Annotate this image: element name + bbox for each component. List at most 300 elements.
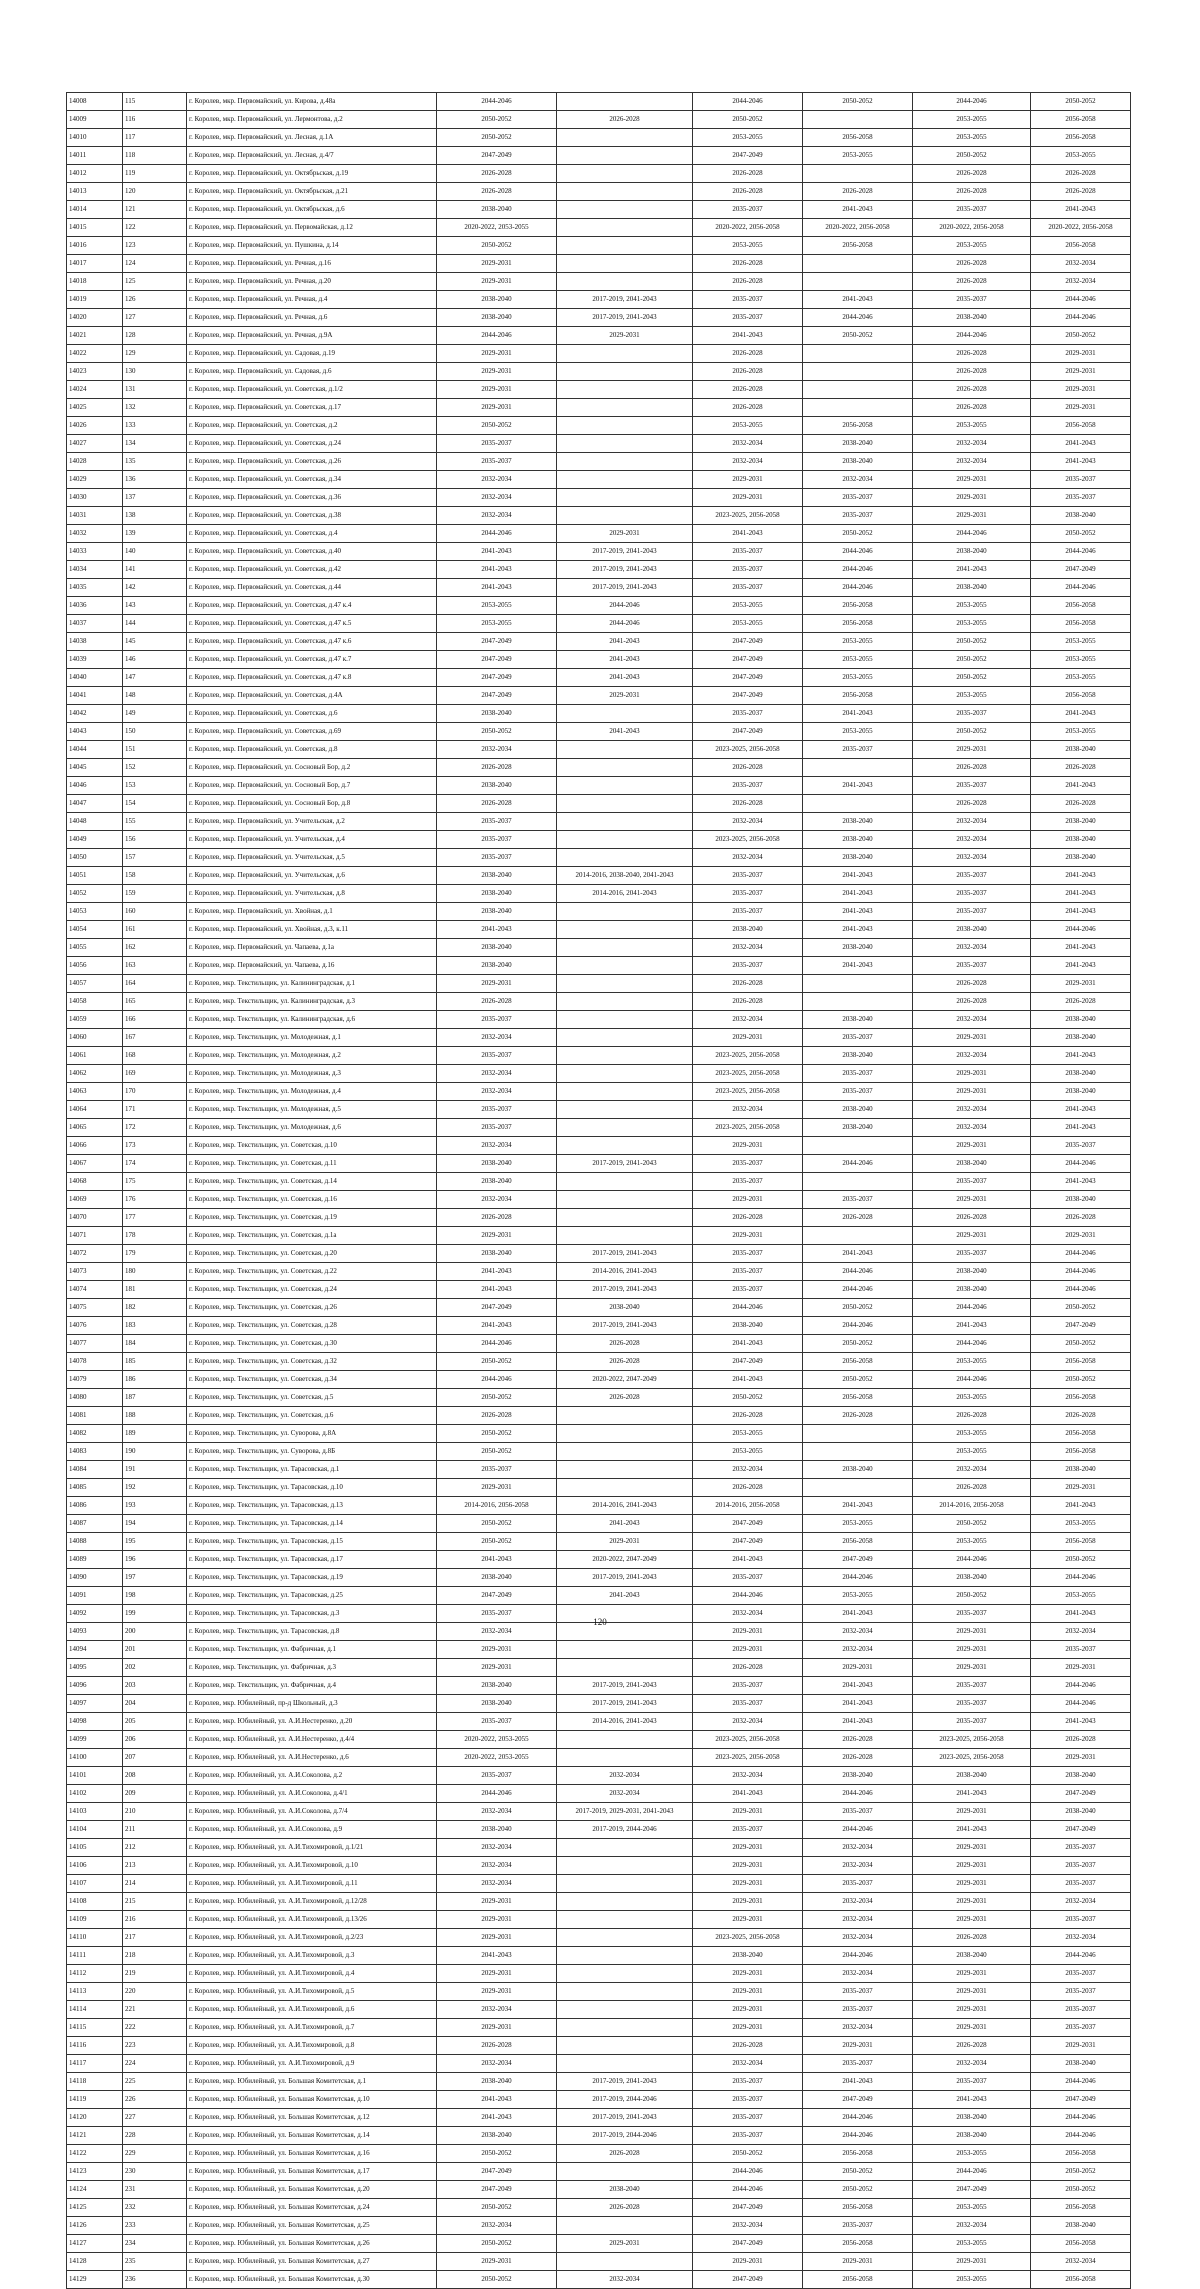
table-cell <box>557 273 693 291</box>
table-cell <box>557 1875 693 1893</box>
table-cell: 229 <box>123 2145 187 2163</box>
table-cell: 2029-2031 <box>437 1479 557 1497</box>
table-cell: 2044-2046 <box>913 93 1031 111</box>
table-cell: 2023-2025, 2056-2058 <box>693 1065 803 1083</box>
table-cell: 2029-2031 <box>437 381 557 399</box>
table-cell: 2050-2052 <box>913 723 1031 741</box>
table-cell: 2041-2043 <box>1031 903 1131 921</box>
table-cell <box>557 939 693 957</box>
table-cell: 159 <box>123 885 187 903</box>
table-cell: 2029-2031 <box>913 1857 1031 1875</box>
table-cell: 2026-2028 <box>693 345 803 363</box>
table-cell: г. Королев, мкр. Первомайский, ул. Советская, д.26 <box>187 453 437 471</box>
table-cell: 2029-2031 <box>693 1857 803 1875</box>
table-cell: 2026-2028 <box>913 345 1031 363</box>
table-cell: 2032-2034 <box>437 1803 557 1821</box>
table-cell: 2038-2040 <box>803 939 913 957</box>
table-cell: 14017 <box>67 255 123 273</box>
table-cell: 2038-2040 <box>1031 1461 1131 1479</box>
table-cell <box>803 165 913 183</box>
table-cell: г. Королев, мкр. Юбилейный, ул. Большая Комитетская, д.30 <box>187 2271 437 2289</box>
table-cell: 2050-2052 <box>437 1389 557 1407</box>
table-cell: 2038-2040 <box>437 867 557 885</box>
table-cell: 14027 <box>67 435 123 453</box>
table-row <box>67 903 1131 921</box>
table-cell: 124 <box>123 255 187 273</box>
table-cell: 2047-2049 <box>803 1551 913 1569</box>
table-cell <box>557 1407 693 1425</box>
table-cell: 2029-2031 <box>913 2001 1031 2019</box>
table-cell: 2053-2055 <box>913 615 1031 633</box>
table-cell: 2029-2031 <box>437 255 557 273</box>
table-row <box>67 705 1131 723</box>
table-cell <box>557 183 693 201</box>
table-cell: г. Королев, мкр. Текстильщик, ул. Тарасовская, д.17 <box>187 1551 437 1569</box>
table-cell: 211 <box>123 1821 187 1839</box>
table-row <box>67 777 1131 795</box>
table-cell <box>557 1065 693 1083</box>
table-cell: 2032-2034 <box>803 471 913 489</box>
table-cell: 2044-2046 <box>803 1263 913 1281</box>
table-cell: г. Королев, мкр. Первомайский, ул. Учительская, д.2 <box>187 813 437 831</box>
table-cell: 2017-2019, 2041-2043 <box>557 1569 693 1587</box>
table-row <box>67 2181 1131 2199</box>
table-cell: 2038-2040 <box>913 1263 1031 1281</box>
table-cell: 14010 <box>67 129 123 147</box>
table-cell: 2038-2040 <box>693 1947 803 1965</box>
table-cell: 2050-2052 <box>437 1425 557 1443</box>
table-row <box>67 273 1131 291</box>
table-cell: 14071 <box>67 1227 123 1245</box>
table-cell: 2044-2046 <box>913 2163 1031 2181</box>
table-cell: г. Королев, мкр. Юбилейный, ул. А.И.Соколова, д.4/1 <box>187 1785 437 1803</box>
table-cell: 2029-2031 <box>1031 975 1131 993</box>
table-cell: 2032-2034 <box>803 1965 913 1983</box>
table-cell: 2038-2040 <box>437 1245 557 1263</box>
table-row <box>67 1821 1131 1839</box>
table-cell: 214 <box>123 1875 187 1893</box>
table-cell: 2053-2055 <box>1031 651 1131 669</box>
table-cell: 2017-2019, 2029-2031, 2041-2043 <box>557 1803 693 1821</box>
table-cell: 2029-2031 <box>693 489 803 507</box>
table-cell: г. Королев, мкр. Первомайский, ул. Речная, д.9А <box>187 327 437 345</box>
table-cell <box>803 1173 913 1191</box>
table-cell: 2047-2049 <box>437 1587 557 1605</box>
table-cell: г. Королев, мкр. Юбилейный, ул. А.И.Тихомировой, д.9 <box>187 2055 437 2073</box>
table-row <box>67 417 1131 435</box>
table-row <box>67 1785 1131 1803</box>
table-cell: 14109 <box>67 1911 123 1929</box>
table-cell <box>557 165 693 183</box>
table-cell: 2026-2028 <box>693 993 803 1011</box>
table-cell: 2056-2058 <box>803 597 913 615</box>
table-cell: 140 <box>123 543 187 561</box>
table-cell: 2035-2037 <box>913 705 1031 723</box>
table-cell: 2026-2028 <box>437 165 557 183</box>
table-cell: 2047-2049 <box>437 633 557 651</box>
table-cell: 2035-2037 <box>693 561 803 579</box>
table-cell: г. Королев, мкр. Юбилейный, ул. Большая Комитетская, д.25 <box>187 2217 437 2235</box>
table-row <box>67 1263 1131 1281</box>
table-cell: г. Королев, мкр. Текстильщик, ул. Фабричная, д.1 <box>187 1641 437 1659</box>
table-cell: 2026-2028 <box>437 1209 557 1227</box>
table-cell: 2041-2043 <box>803 1245 913 1263</box>
table-cell: 2041-2043 <box>913 561 1031 579</box>
table-cell: г. Королев, мкр. Первомайский, ул. Октябрьская, д.21 <box>187 183 437 201</box>
table-cell: 2026-2028 <box>913 993 1031 1011</box>
table-cell: 2056-2058 <box>803 129 913 147</box>
table-cell: 2050-2052 <box>1031 525 1131 543</box>
table-cell: 170 <box>123 1083 187 1101</box>
table-cell: 14122 <box>67 2145 123 2163</box>
table-cell: г. Королев, мкр. Юбилейный, ул. Большая Комитетская, д.26 <box>187 2235 437 2253</box>
table-cell: г. Королев, мкр. Первомайский, ул. Чапаева, д.16 <box>187 957 437 975</box>
table-row <box>67 2199 1131 2217</box>
table-cell: 2041-2043 <box>1031 1713 1131 1731</box>
table-cell: 2056-2058 <box>1031 597 1131 615</box>
table-cell: 125 <box>123 273 187 291</box>
table-cell <box>557 1749 693 1767</box>
table-cell: 2050-2052 <box>693 2145 803 2163</box>
table-cell: 2032-2034 <box>693 1011 803 1029</box>
table-cell: 2050-2052 <box>1031 327 1131 345</box>
table-cell: г. Королев, мкр. Текстильщик, ул. Фабричная, д.3 <box>187 1659 437 1677</box>
table-cell: 14020 <box>67 309 123 327</box>
table-cell: 2053-2055 <box>913 687 1031 705</box>
table-cell: 2044-2046 <box>1031 2073 1131 2091</box>
table-row <box>67 147 1131 165</box>
table-cell: г. Королев, мкр. Первомайский, ул. Садовая, д.6 <box>187 363 437 381</box>
table-cell: 2032-2034 <box>557 2271 693 2289</box>
table-cell: 2041-2043 <box>803 1677 913 1695</box>
table-cell: 14074 <box>67 1281 123 1299</box>
table-cell: г. Королев, мкр. Юбилейный, ул. А.И.Соколова, д.2 <box>187 1767 437 1785</box>
table-cell <box>557 903 693 921</box>
table-cell: 2041-2043 <box>803 777 913 795</box>
table-row <box>67 129 1131 147</box>
table-cell: 167 <box>123 1029 187 1047</box>
table-cell: 14008 <box>67 93 123 111</box>
table-cell <box>557 1983 693 2001</box>
table-cell: 166 <box>123 1011 187 1029</box>
table-cell: 2014-2016, 2038-2040, 2041-2043 <box>557 867 693 885</box>
table-cell: 14117 <box>67 2055 123 2073</box>
table-cell <box>557 741 693 759</box>
table-cell: 2035-2037 <box>437 1713 557 1731</box>
table-cell <box>557 1209 693 1227</box>
table-cell: г. Королев, мкр. Текстильщик, ул. Советская, д.10 <box>187 1137 437 1155</box>
table-cell: 2050-2052 <box>1031 1299 1131 1317</box>
table-cell: 2029-2031 <box>913 471 1031 489</box>
table-cell: 2056-2058 <box>1031 111 1131 129</box>
table-row <box>67 525 1131 543</box>
table-cell: 2032-2034 <box>1031 255 1131 273</box>
table-cell: 2035-2037 <box>913 1245 1031 1263</box>
table-row <box>67 1083 1131 1101</box>
table-cell: 2044-2046 <box>1031 1245 1131 1263</box>
table-cell: 148 <box>123 687 187 705</box>
table-cell: г. Королев, мкр. Первомайский, ул. Лесная, д.1А <box>187 129 437 147</box>
table-cell: 2044-2046 <box>557 615 693 633</box>
table-cell: 2050-2052 <box>913 669 1031 687</box>
table-cell: 162 <box>123 939 187 957</box>
table-cell: 153 <box>123 777 187 795</box>
table-cell: 2038-2040 <box>913 921 1031 939</box>
table-cell: г. Королев, мкр. Текстильщик, ул. Тарасовская, д.13 <box>187 1497 437 1515</box>
table-cell: 2041-2043 <box>1031 705 1131 723</box>
table-cell: 2038-2040 <box>437 1173 557 1191</box>
table-cell: 2032-2034 <box>693 453 803 471</box>
table-cell: 2020-2022, 2056-2058 <box>803 219 913 237</box>
table-cell: 14021 <box>67 327 123 345</box>
table-cell: 2035-2037 <box>1031 1137 1131 1155</box>
table-cell: 2032-2034 <box>693 2055 803 2073</box>
table-cell: 188 <box>123 1407 187 1425</box>
table-cell: 2053-2055 <box>913 417 1031 435</box>
table-cell: 2056-2058 <box>1031 687 1131 705</box>
table-cell: 2032-2034 <box>437 1029 557 1047</box>
table-cell: 14024 <box>67 381 123 399</box>
table-cell: 14116 <box>67 2037 123 2055</box>
table-cell: 2035-2037 <box>913 1677 1031 1695</box>
table-cell: 2023-2025, 2056-2058 <box>693 1731 803 1749</box>
table-row <box>67 435 1131 453</box>
table-cell: 2044-2046 <box>693 2181 803 2199</box>
table-cell: 14114 <box>67 2001 123 2019</box>
table-cell: 207 <box>123 1749 187 1767</box>
table-cell: 2029-2031 <box>693 1029 803 1047</box>
table-cell: 2056-2058 <box>803 2145 913 2163</box>
table-cell: 2032-2034 <box>913 2217 1031 2235</box>
table-cell <box>557 2001 693 2019</box>
table-cell <box>557 147 693 165</box>
table-cell: 2032-2034 <box>913 849 1031 867</box>
table-cell: 2053-2055 <box>437 597 557 615</box>
table-row <box>67 579 1131 597</box>
table-cell: 2032-2034 <box>803 1641 913 1659</box>
table-cell: 2044-2046 <box>1031 1281 1131 1299</box>
table-cell: г. Королев, мкр. Текстильщик, ул. Молодежная, д.6 <box>187 1119 437 1137</box>
table-cell: 2035-2037 <box>693 957 803 975</box>
table-cell: 2041-2043 <box>913 1785 1031 1803</box>
table-cell: 2029-2031 <box>437 1659 557 1677</box>
table-cell: 14094 <box>67 1641 123 1659</box>
table-cell: 176 <box>123 1191 187 1209</box>
table-cell: 2038-2040 <box>803 1047 913 1065</box>
table-cell: 2044-2046 <box>803 1569 913 1587</box>
table-cell: 2056-2058 <box>1031 2235 1131 2253</box>
table-cell: 14036 <box>67 597 123 615</box>
table-cell: г. Королев, мкр. Первомайский, ул. Сосновый Бор, д.8 <box>187 795 437 813</box>
table-cell: г. Королев, мкр. Первомайский, ул. Советская, д.8 <box>187 741 437 759</box>
table-cell: 2044-2046 <box>803 1785 913 1803</box>
table-cell: 14091 <box>67 1587 123 1605</box>
table-cell: 14042 <box>67 705 123 723</box>
table-cell: г. Королев, мкр. Текстильщик, ул. Калининградская, д.6 <box>187 1011 437 1029</box>
table-cell: 2044-2046 <box>803 579 913 597</box>
table-cell <box>557 2253 693 2271</box>
table-cell: 2044-2046 <box>803 2127 913 2145</box>
table-cell: г. Королев, мкр. Первомайский, ул. Советская, д.47 к.8 <box>187 669 437 687</box>
table-cell: г. Королев, мкр. Первомайский, ул. Речная, д.20 <box>187 273 437 291</box>
table-cell: г. Королев, мкр. Юбилейный, ул. Большая Комитетская, д.14 <box>187 2127 437 2145</box>
table-cell: 2056-2058 <box>803 1353 913 1371</box>
table-cell: 2029-2031 <box>437 363 557 381</box>
table-cell: 2050-2052 <box>437 2145 557 2163</box>
table-cell: 2038-2040 <box>803 1461 913 1479</box>
table-cell: г. Королев, мкр. Текстильщик, ул. Фабричная, д.4 <box>187 1677 437 1695</box>
table-cell: 2038-2040 <box>437 1677 557 1695</box>
table-cell: 2044-2046 <box>1031 291 1131 309</box>
table-cell: 2053-2055 <box>693 615 803 633</box>
table-cell: 2047-2049 <box>693 2199 803 2217</box>
table-row <box>67 1497 1131 1515</box>
table-cell: г. Королев, мкр. Текстильщик, ул. Советская, д.5 <box>187 1389 437 1407</box>
table-cell: 14081 <box>67 1407 123 1425</box>
table-cell: 2038-2040 <box>437 705 557 723</box>
table-cell: 2041-2043 <box>1031 1101 1131 1119</box>
table-cell: 14046 <box>67 777 123 795</box>
table-cell: 2056-2058 <box>803 2235 913 2253</box>
table-cell: 14057 <box>67 975 123 993</box>
table-cell: 2032-2034 <box>693 849 803 867</box>
table-cell: 14011 <box>67 147 123 165</box>
table-cell: 2026-2028 <box>693 975 803 993</box>
table-cell: 172 <box>123 1119 187 1137</box>
table-cell <box>557 759 693 777</box>
table-cell: 2047-2049 <box>693 687 803 705</box>
table-cell: 2038-2040 <box>913 2127 1031 2145</box>
table-cell: 2047-2049 <box>693 1515 803 1533</box>
table-cell: г. Королев, мкр. Юбилейный, ул. А.И.Тихомировой, д.5 <box>187 1983 437 2001</box>
table-row <box>67 1119 1131 1137</box>
table-cell: г. Королев, мкр. Первомайский, ул. Хвойная, д.1 <box>187 903 437 921</box>
table-cell: 2035-2037 <box>913 2073 1031 2091</box>
table-cell: г. Королев, мкр. Текстильщик, ул. Советская, д.30 <box>187 1335 437 1353</box>
table-cell: 2053-2055 <box>913 597 1031 615</box>
table-cell: 2041-2043 <box>803 867 913 885</box>
table-cell: 14033 <box>67 543 123 561</box>
table-cell: 2032-2034 <box>913 435 1031 453</box>
table-cell: 14099 <box>67 1731 123 1749</box>
table-cell: 2032-2034 <box>913 453 1031 471</box>
table-row <box>67 2271 1131 2289</box>
table-cell: 2038-2040 <box>437 885 557 903</box>
table-cell: г. Королев, мкр. Текстильщик, ул. Советская, д.24 <box>187 1281 437 1299</box>
table-cell: 2041-2043 <box>1031 885 1131 903</box>
table-cell <box>557 831 693 849</box>
table-cell: 2044-2046 <box>437 1335 557 1353</box>
table-cell: 2047-2049 <box>437 2181 557 2199</box>
table-cell: 136 <box>123 471 187 489</box>
table-cell: 14124 <box>67 2181 123 2199</box>
table-row <box>67 813 1131 831</box>
table-cell: г. Королев, мкр. Первомайский, ул. Советская, д.24 <box>187 435 437 453</box>
table-cell: 2023-2025, 2056-2058 <box>913 1749 1031 1767</box>
table-cell: 223 <box>123 2037 187 2055</box>
table-row <box>67 543 1131 561</box>
table-row <box>67 1155 1131 1173</box>
table-cell: 2038-2040 <box>437 957 557 975</box>
table-cell: 2038-2040 <box>437 903 557 921</box>
table-cell: 14038 <box>67 633 123 651</box>
table-cell: 2047-2049 <box>1031 1317 1131 1335</box>
table-cell: 2044-2046 <box>437 327 557 345</box>
table-row <box>67 1965 1131 1983</box>
table-row <box>67 1533 1131 1551</box>
table-cell: 2050-2052 <box>437 417 557 435</box>
table-cell: 2044-2046 <box>1031 2109 1131 2127</box>
table-cell: 2044-2046 <box>1031 921 1131 939</box>
table-cell: 2029-2031 <box>913 1083 1031 1101</box>
table-row <box>67 1371 1131 1389</box>
table-cell: 2044-2046 <box>1031 309 1131 327</box>
table-row <box>67 453 1131 471</box>
table-row <box>67 1803 1131 1821</box>
table-cell: 2029-2031 <box>693 2001 803 2019</box>
table-cell: 14065 <box>67 1119 123 1137</box>
table-cell: 2038-2040 <box>913 579 1031 597</box>
table-cell: 2044-2046 <box>1031 543 1131 561</box>
table-cell: 2035-2037 <box>803 507 913 525</box>
table-row <box>67 921 1131 939</box>
table-cell: 14096 <box>67 1677 123 1695</box>
table-cell: 144 <box>123 615 187 633</box>
table-cell: 2032-2034 <box>437 489 557 507</box>
table-row <box>67 2163 1131 2181</box>
table-cell: 2035-2037 <box>437 831 557 849</box>
table-cell: 2014-2016, 2041-2043 <box>557 1263 693 1281</box>
table-cell: 14126 <box>67 2217 123 2235</box>
table-cell: г. Королев, мкр. Первомайский, ул. Советская, д.47 к.5 <box>187 615 437 633</box>
table-cell: 2056-2058 <box>803 1533 913 1551</box>
table-cell: 185 <box>123 1353 187 1371</box>
table-cell: г. Королев, мкр. Первомайский, ул. Октябрьская, д.19 <box>187 165 437 183</box>
table-cell: 234 <box>123 2235 187 2253</box>
table-cell: 2032-2034 <box>437 2001 557 2019</box>
table-cell: 2029-2031 <box>1031 1659 1131 1677</box>
table-cell: 235 <box>123 2253 187 2271</box>
table-cell: 2035-2037 <box>693 1245 803 1263</box>
table-cell: 2044-2046 <box>1031 579 1131 597</box>
table-cell: 14073 <box>67 1263 123 1281</box>
table-cell <box>803 993 913 1011</box>
table-cell: 2047-2049 <box>913 2181 1031 2199</box>
table-cell: 182 <box>123 1299 187 1317</box>
table-cell: 132 <box>123 399 187 417</box>
table-cell: 2026-2028 <box>437 795 557 813</box>
table-cell: 2029-2031 <box>913 2253 1031 2271</box>
table-cell: 2035-2037 <box>693 1677 803 1695</box>
table-cell: 2026-2028 <box>1031 183 1131 201</box>
table-cell: г. Королев, мкр. Первомайский, ул. Советская, д.1/2 <box>187 381 437 399</box>
table-cell: 2035-2037 <box>1031 1839 1131 1857</box>
table-cell: 2050-2052 <box>803 1299 913 1317</box>
table-cell <box>803 345 913 363</box>
table-cell: 129 <box>123 345 187 363</box>
table-cell: 165 <box>123 993 187 1011</box>
table-cell: 2041-2043 <box>557 1515 693 1533</box>
table-cell: 2014-2016, 2041-2043 <box>557 1497 693 1515</box>
table-cell: 197 <box>123 1569 187 1587</box>
table-row <box>67 1875 1131 1893</box>
table-row <box>67 1713 1131 1731</box>
table-cell: 2035-2037 <box>693 1281 803 1299</box>
table-row <box>67 327 1131 345</box>
table-cell: 2038-2040 <box>437 939 557 957</box>
table-cell: 2041-2043 <box>1031 939 1131 957</box>
table-row <box>67 1695 1131 1713</box>
